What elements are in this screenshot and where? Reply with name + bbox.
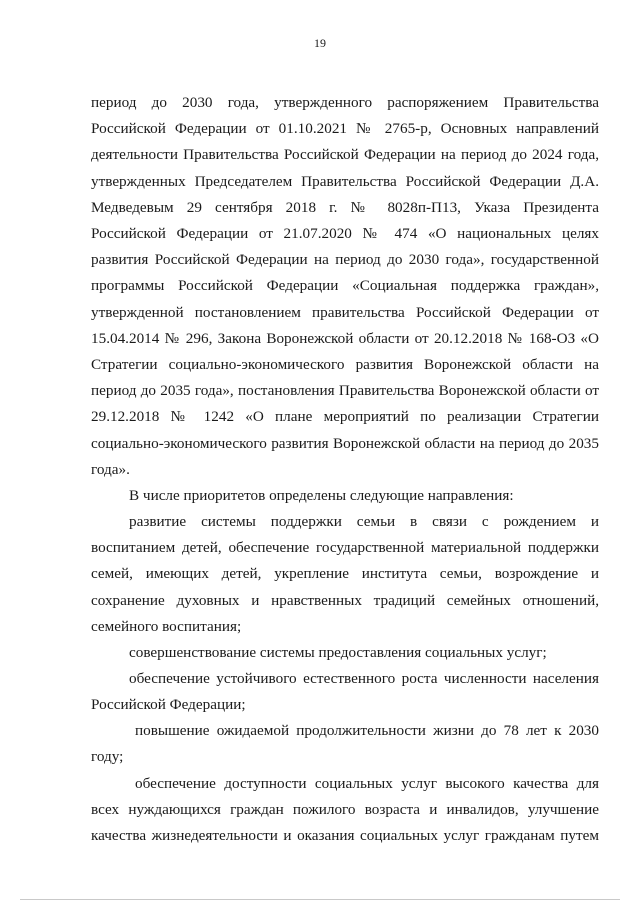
text-line: 29.12.2018 № 1242 «О плане мероприятий по реализации Стратегии — [91, 408, 599, 426]
text-line: Российской Федерации от 01.10.2021 № 2765-р, Основных направлений — [91, 120, 599, 138]
text-line: Стратегии социально-экономического развития Воронежской области на — [91, 356, 599, 374]
text-line: период до 2035 года», постановления Правительства Воронежской области от — [91, 382, 599, 400]
text-line: утвержденных Председателем Правительства Российской Федерации Д.А. — [91, 172, 599, 190]
paragraph-legal-basis — [91, 90, 599, 483]
text-line: период до 2030 года, утвержденного распоряжением Правительства — [91, 94, 599, 111]
text-line: обеспечение доступности социальных услуг высокого качества для — [135, 775, 599, 792]
paragraph-family-support — [91, 509, 599, 640]
text-line: семей, имеющих детей, укрепление института семьи, возрождение и — [91, 565, 599, 583]
text-line: развития Российской Федерации на период до 2030 года», государственной — [91, 251, 599, 269]
text-line: воспитанием детей, обеспечение государственной материальной поддержки — [91, 539, 599, 557]
text-line: В числе приоритетов определены следующие направления: — [129, 487, 514, 504]
text-line: обеспечение устойчивого естественного роста численности населения — [129, 670, 599, 687]
text-line: развитие системы поддержки семьи в связи с рождением и — [129, 513, 599, 530]
page-number: 19 — [314, 36, 326, 50]
text-line: повышение ожидаемой продолжительности жизни до 78 лет к 2030 — [135, 722, 599, 739]
paragraph-social-services — [91, 640, 599, 666]
text-line: всех нуждающихся граждан пожилого возраста и инвалидов, улучшение — [91, 801, 599, 819]
text-line: качества жизнедеятельности и оказания социальных услуг гражданам путем — [91, 827, 599, 845]
paragraph-population-growth — [91, 666, 599, 718]
text-line: Российской Федерации; — [91, 696, 246, 714]
text-line: утвержденной постановлением правительства Российской Федерации от — [91, 303, 599, 321]
text-line: Российской Федерации от 21.07.2020 № 474 «О национальных целях — [91, 225, 599, 243]
text-line: программы Российской Федерации «Социальная поддержка граждан», — [91, 277, 599, 295]
text-line: Медведевым 29 сентября 2018 г. № 8028п-П13, Указа Президента — [91, 198, 599, 216]
paragraph-service-accessibility — [91, 771, 599, 850]
text-line: 15.04.2014 № 296, Закона Воронежской области от 20.12.2018 № 168-ОЗ «О — [91, 329, 599, 347]
text-line: году; — [91, 748, 124, 766]
page-bottom-edge — [20, 899, 620, 900]
text-line: совершенствование системы предоставления социальных услуг; — [129, 644, 547, 661]
text-line: деятельности Правительства Российской Федерации на период до 2024 года, — [91, 146, 599, 164]
text-line: года». — [91, 460, 130, 478]
text-line: сохранение духовных и нравственных традиций семейных отношений, — [91, 591, 599, 609]
text-line: социально-экономического развития Воронежской области на период до 2035 — [91, 434, 599, 452]
paragraph-life-expectancy — [91, 718, 599, 770]
text-line: семейного воспитания; — [91, 617, 242, 635]
paragraph-priorities-intro — [91, 483, 599, 509]
